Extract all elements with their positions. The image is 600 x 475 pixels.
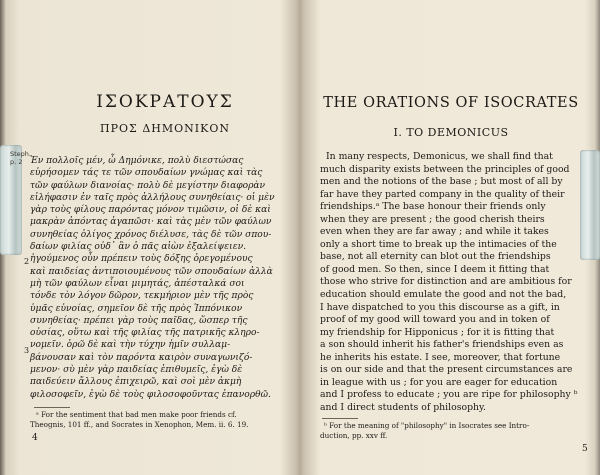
footnote [36, 410, 237, 420]
text-line: is on our side and that the present circumstances are [320, 364, 573, 376]
section-number: 2 [24, 257, 30, 266]
text-line: in league with us ; for you are eager for education [320, 376, 558, 388]
text-line: καὶ παιδείας ἀντιποιουμένους τῶν σπουδαίων ἀλλὰ [30, 266, 273, 277]
greek-text [30, 155, 282, 401]
text-line: συνηθείας· πρέπει γὰρ τοὺς παῖδας, ὥσπερ τῆς [30, 315, 248, 326]
text-line: τόνδε τὸν λόγον δῶρον, τεκμήριον μὲν τῆς πρὸς [30, 291, 254, 302]
stephanus-label: Steph. [10, 150, 31, 158]
text-line: Ἐν πολλοῖς μέν, ὦ Δημόνικε, πολὺ διεστώσας [30, 156, 244, 166]
text-line: μὴ τῶν φαύλων εἶναι μιμητάς, ἀπέσταλκά σοι [30, 278, 245, 289]
text-line: base, not all eternity can blot out the friendships [320, 251, 551, 263]
text-line: proof of my good will toward you and in token of [320, 314, 550, 326]
text-line: μακρὰν ἀπόντας ἀγαπῶσι· καὶ τὰς μὲν τῶν φαύλων [30, 217, 272, 228]
greek-title: ΙΣΟΚΡΑΤΟΥΣ [96, 92, 234, 112]
text-line: friendships.ᵃ The base honour their friends only [320, 201, 546, 213]
stephanus-reference [10, 150, 31, 166]
footnote-marker: ᵃ [36, 410, 39, 419]
text-line: βάνουσαν καὶ τὸν παρόντα καιρὸν συναγωνιζό- [30, 352, 253, 363]
footnote-rule [34, 407, 70, 408]
page-number: 4 [32, 433, 38, 443]
footnote-line: For the meaning of "philosophy" in Isocrates see Intro- [329, 421, 530, 430]
text-line: only a short time to break up the intimacies of the [320, 238, 557, 250]
footnote-line: Theognis, 101 ff., and Socrates in Xenophon, Mem. ii. 6. 19. [30, 420, 249, 429]
page-number: 5 [582, 444, 588, 454]
stephanus-page: p. 2 [10, 158, 23, 166]
text-line: παιδεύειν ἄλλους ἐπιχειρῶ, καὶ σοὶ μὲν ἀκμὴ [30, 377, 242, 388]
text-line: φιλοσοφεῖν, ἐγὼ δὲ τοὺς φιλοσοφοῦντας ἐπανορθῶ. [30, 389, 271, 400]
english-subtitle: I. TO DEMONICUS [393, 126, 509, 139]
text-line: γὰρ τοὺς φίλους παρόντας μόνον τιμῶσιν, οἱ δὲ καὶ [30, 205, 271, 216]
text-line: even when they are far away ; and while it takes [320, 226, 549, 238]
text-line: μενον· σὺ μὲν γὰρ παιδείας ἐπιθυμεῖς, ἐγὼ δὲ [30, 365, 243, 376]
english-text [320, 151, 588, 414]
section-number: 3 [24, 346, 30, 355]
text-line: much disparity exists between the principles of good [320, 163, 570, 175]
text-line: far have they parted company in the quality of their [320, 188, 565, 200]
text-line: a son should inherit his father's friendships even as [320, 339, 564, 351]
english-page [302, 0, 600, 475]
greek-page [0, 0, 298, 475]
footnote-rule [322, 418, 358, 419]
text-line: and I direct students of philosophy. [320, 401, 486, 413]
text-line: νομεῖν. ὁρῶ δὲ καὶ τὴν τύχην ἡμῖν συλλαμ- [30, 340, 231, 351]
text-line: ὑμᾶς εὐνοίας, σημεῖον δὲ τῆς πρὸς Ἱππόνικον [30, 303, 243, 314]
greek-subtitle: ΠΡΟΣ ΔΗΜΟΝΙΚΟΝ [100, 122, 230, 135]
text-line: those who strive for distinction and are ambitious for [320, 276, 572, 288]
text-line: of good men. So then, since I deem it fitting that [320, 263, 550, 275]
text-line: ἡγούμενος οὖν πρέπειν τοὺς δόξης ὀρεγομένους [30, 254, 253, 265]
text-line: and I profess to educate ; you are ripe for philosophy ᵇ [320, 389, 578, 401]
footnote-line: For the sentiment that bad men make poor friends cf. [41, 410, 237, 419]
text-line: men and the notions of the base ; but most of all by [320, 176, 563, 188]
footnote [324, 421, 529, 431]
text-line: education should emulate the good and not the bad, [320, 289, 567, 301]
text-line: εὑρήσομεν τάς τε τῶν σπουδαίων γνώμας καὶ τὰς [30, 168, 263, 179]
english-title: THE ORATIONS OF ISOCRATES [323, 95, 579, 111]
text-line: In many respects, Demonicus, we shall find that [326, 151, 553, 162]
text-line: when they are present ; the good cherish theirs [320, 213, 545, 225]
text-line: συνηθείας ὀλίγος χρόνος διέλυσε, τὰς δὲ τῶν σπου- [30, 229, 272, 240]
text-line: τῶν φαύλων διανοίας· πολὺ δὲ μεγίστην διαφορὰν [30, 180, 266, 191]
footnote-line: duction, pp. xxv ff. [320, 431, 388, 440]
text-line: εἰλήφασιν ἐν ταῖς πρὸς ἀλλήλους συνηθείαις· οἱ μὲν [30, 192, 275, 203]
footnote-marker: ᵇ [324, 421, 327, 430]
text-line: I have dispatched to you this discourse as a gift, in [320, 301, 560, 313]
text-line: he inherits his estate. I see, moreover, that fortune [320, 351, 561, 363]
text-line: my friendship for Hipponicus ; for it is fitting that [320, 326, 555, 338]
text-line: οὐσίας, οὕτω καὶ τῆς φιλίας τῆς πατρικῆς κληρο- [30, 328, 260, 339]
text-line: δαίων φιλίας οὐδ᾿ ἂν ὁ πᾶς αἰὼν ἐξαλείψειεν. [30, 242, 246, 253]
